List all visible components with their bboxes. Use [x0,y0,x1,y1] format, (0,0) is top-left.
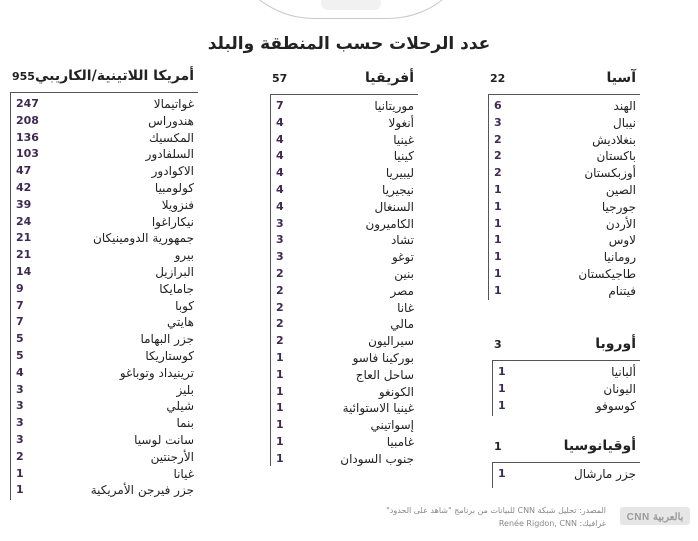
column-divider-asia [488,94,489,300]
trip-count: 3 [16,399,24,413]
table-row [270,115,418,132]
country-name: رومانيا [603,250,636,265]
trip-count: 1 [276,384,284,398]
table-row [10,281,198,298]
table-row [10,466,198,483]
table-row [270,417,418,434]
trip-count: 21 [16,248,32,262]
country-list [270,95,418,468]
trip-count: 2 [16,449,24,463]
table-row [10,180,198,197]
table-row [488,199,640,216]
source-note [386,504,606,530]
table-row [10,449,198,466]
country-name: لاوس [608,233,636,248]
country-name: غواتيمالا [153,97,194,111]
table-row [270,216,418,233]
source-line: المصدر: تحليل شبكة CNN للبيانات من برنامج "شاهد على الحدود" [386,506,606,515]
trip-count: 21 [16,231,32,245]
region-total: 57 [272,72,288,85]
table-row [10,214,198,231]
country-name: جنوب السودان [340,451,414,466]
country-name: البرازيل [155,264,194,279]
table-row [10,348,198,365]
country-name: السنغال [374,199,414,214]
country-name: غامبيا [386,434,414,449]
table-row [10,163,198,180]
region-total: 3 [494,338,502,351]
country-name: شيلي [166,399,194,414]
table-row [270,451,418,468]
trip-count: 4 [276,182,284,196]
table-row [488,216,640,233]
country-list [488,95,640,300]
table-row [270,316,418,333]
country-name: جزر البهاما [140,332,194,347]
region-name: أمريكا اللاتينية/الكاريبي [34,68,194,84]
region-header-latin-america [10,68,198,93]
trip-count: 3 [16,382,24,396]
country-name: إسواتيني [370,418,414,433]
country-name: نيجيريا [382,182,414,197]
table-row [10,197,198,214]
country-name: كوبا [175,298,194,313]
table-row [488,165,640,182]
country-name: نيبال [613,115,636,130]
country-name: جامايكا [159,281,194,296]
country-name: هايتي [167,315,194,330]
table-row [10,482,198,499]
country-name: الكاميرون [365,216,414,231]
country-name: تشاد [390,233,414,248]
trip-count: 3 [276,250,284,264]
trip-count: 14 [16,264,32,278]
country-name: جزر مارشال [574,467,636,481]
cnn-arabic-logo [620,505,690,527]
trip-count: 3 [276,216,284,230]
table-row [10,382,198,399]
region-name: آسيا [606,70,636,86]
trip-count: 1 [494,182,502,196]
country-list [492,463,640,483]
country-name: بنين [394,266,414,281]
table-row [488,232,640,249]
table-row [488,182,640,199]
table-row [270,333,418,350]
country-name: غيانا [173,466,194,481]
table-row [270,232,418,249]
table-row [10,264,198,281]
country-name: الصين [605,182,636,197]
country-name: بليز [176,382,194,397]
country-name: سيراليون [368,334,414,349]
trip-count: 4 [276,132,284,146]
table-row [492,364,640,381]
country-name: نيكاراغوا [151,214,194,229]
country-name: طاجيكستان [578,266,636,281]
table-row [270,300,418,317]
chart-title: عدد الرحلات حسب المنطقة والبلد [207,34,491,54]
table-row [270,132,418,149]
trip-count: 1 [276,350,284,364]
country-name: الأرجنتين [150,449,194,464]
trip-count: 4 [16,365,24,379]
table-row [270,165,418,182]
country-name: كينيا [393,149,414,164]
column-divider-africa [270,94,271,466]
country-name: توغو [391,250,414,265]
trip-count: 24 [16,214,32,228]
country-name: جزر فيرجن الأمريكية [90,483,194,498]
trip-count: 2 [276,266,284,280]
trip-count: 2 [494,166,502,180]
table-row [10,247,198,264]
country-name: مصر [390,283,414,298]
table-row [488,132,640,149]
country-name: موريتانيا [374,99,414,113]
trip-count: 5 [16,348,24,362]
trip-count: 7 [16,315,24,329]
trip-count: 208 [16,113,39,127]
table-row [270,199,418,216]
trip-count: 7 [276,99,284,112]
trip-count: 4 [276,199,284,213]
cnn-logo-icon [620,505,690,527]
table-row [270,182,418,199]
country-name: الهند [613,99,636,113]
table-row [488,266,640,283]
table-row [270,283,418,300]
region-header-europe [492,336,640,361]
country-name: هندوراس [148,113,194,128]
table-row [10,96,198,113]
table-row [10,298,198,315]
table-row [270,434,418,451]
country-name: أوزبكستان [584,166,636,181]
faded-watermark [321,0,381,10]
region-header-oceania [492,438,640,463]
country-name: مالي [390,317,414,332]
table-row [270,350,418,367]
country-name: كوستاريكا [145,348,194,363]
country-list [10,93,198,499]
trip-count: 3 [16,416,24,430]
table-row [492,398,640,415]
region-asia [488,70,640,300]
trip-count: 1 [494,266,502,280]
trip-count: 42 [16,180,32,194]
trip-count: 136 [16,130,39,144]
trip-count: 1 [498,398,506,412]
table-row [10,314,198,331]
trip-count: 103 [16,147,39,161]
country-list [492,361,640,414]
table-row [10,113,198,130]
region-total: 955 [12,70,35,83]
country-name: ساحل العاج [355,367,414,382]
country-name: كولومبيا [154,180,194,195]
country-name: بنما [176,416,194,431]
trip-count: 2 [276,334,284,348]
country-name: جورجيا [601,199,636,214]
region-latin-america [10,68,198,499]
cnn-logo-text: CNN بالعربية [626,512,684,523]
country-name: سانت لوسيا [134,432,194,447]
country-name: بنغلاديش [592,132,636,147]
table-row [488,249,640,266]
graphic-credit: غرافيك: Renée Rigdon, CNN [498,519,606,528]
region-total: 22 [490,72,506,85]
table-row [270,249,418,266]
region-header-asia [488,70,640,95]
trip-count: 1 [494,233,502,247]
trip-count: 1 [276,401,284,415]
trip-count: 1 [276,434,284,448]
trip-count: 1 [16,466,24,480]
trip-count: 1 [494,250,502,264]
table-row [10,432,198,449]
trip-count: 1 [276,367,284,381]
country-name: فيتنام [608,283,636,298]
country-name: غينيا الاستوائية [342,401,414,416]
table-row [10,415,198,432]
trip-count: 2 [494,132,502,146]
table-row [270,266,418,283]
table-row [488,148,640,165]
region-oceania [492,438,640,483]
trip-count: 6 [494,99,502,112]
region-africa [270,70,418,468]
country-name: المكسيك [149,130,194,145]
column-divider-oceania [492,462,493,488]
trip-count: 1 [498,365,506,378]
table-row [10,130,198,147]
trip-count: 247 [16,97,39,110]
trip-count: 1 [494,283,502,297]
country-name: ألبانيا [611,365,636,379]
table-row [488,98,640,115]
country-name: أنغولا [388,115,414,130]
table-row [270,400,418,417]
trip-count: 2 [276,317,284,331]
region-header-africa [270,70,418,95]
trip-count: 2 [276,300,284,314]
table-row [10,365,198,382]
country-name: جمهورية الدومينيكان [93,231,194,246]
trip-count: 1 [498,381,506,395]
country-name: فنزويلا [161,197,194,212]
country-name: باكستان [596,149,636,164]
trip-count: 47 [16,164,32,178]
table-row [10,331,198,348]
trip-count: 9 [16,281,24,295]
table-row [270,367,418,384]
region-total: 1 [494,440,502,453]
trip-count: 4 [276,149,284,163]
table-row [492,381,640,398]
trip-count: 5 [16,332,24,346]
trip-count: 1 [276,451,284,465]
country-name: السلفادور [145,147,194,162]
region-europe [492,336,640,414]
region-name: أوروبا [595,336,636,352]
trip-count: 2 [494,149,502,163]
table-row [10,398,198,415]
trip-count: 1 [16,483,24,497]
column-divider-europe [492,360,493,416]
trip-count: 2 [276,283,284,297]
region-name: أوقيانوسيا [563,438,636,454]
trip-count: 3 [16,432,24,446]
table-row [10,230,198,247]
table-row [270,148,418,165]
country-name: الاكوادور [151,164,194,179]
region-name: أفريقيا [365,70,414,86]
country-name: اليونان [603,381,636,396]
table-row [488,115,640,132]
trip-count: 39 [16,197,32,211]
country-name: بوركينا فاسو [352,350,414,365]
trip-count: 1 [494,199,502,213]
trip-count: 1 [494,216,502,230]
table-row [488,283,640,300]
top-decorative-arc [225,0,477,19]
country-name: الكونغو [378,384,414,399]
country-name: بيرو [174,248,194,263]
trip-count: 3 [494,115,502,129]
column-divider-latin-america [10,92,11,500]
table-row [270,384,418,401]
trip-count: 1 [276,418,284,432]
country-name: ليبيريا [385,166,414,181]
country-name: الأردن [605,216,636,231]
table-row [270,98,418,115]
table-row [10,146,198,163]
country-name: غينيا [393,132,414,147]
trip-count: 4 [276,166,284,180]
country-name: ترينيداد وتوباغو [119,365,194,380]
trip-count: 3 [276,233,284,247]
trip-count: 7 [16,298,24,312]
country-name: كوسوفو [595,398,636,413]
trip-count: 1 [498,467,506,480]
table-row [492,466,640,483]
country-name: غانا [397,300,414,315]
trip-count: 4 [276,115,284,129]
